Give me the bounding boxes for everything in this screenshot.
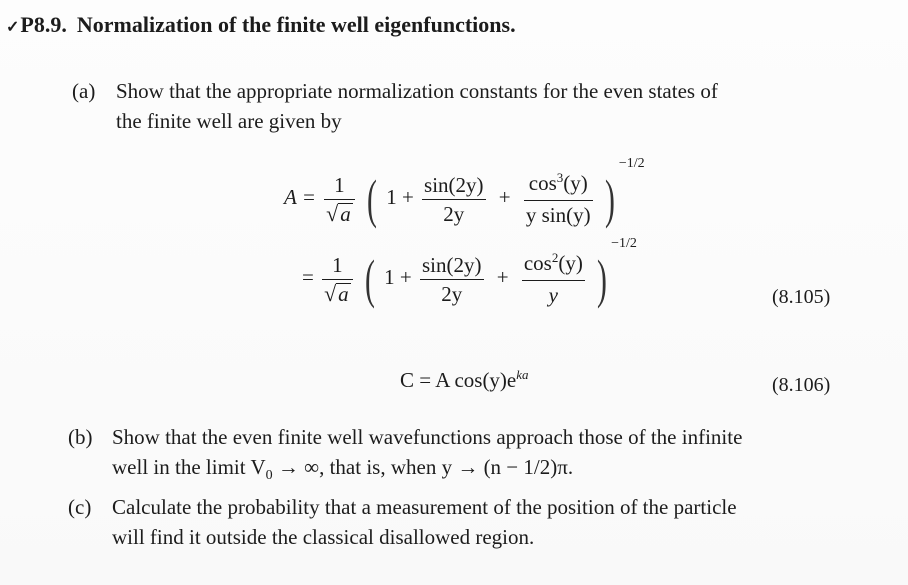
sqrt-symbol <box>324 281 351 307</box>
part-c-line2: will find it outside the classical disallowed region. <box>112 525 535 549</box>
problem-title: Normalization of the finite well eigenfunctions. <box>76 12 516 37</box>
part-b-label: (b) <box>68 425 93 449</box>
problem-heading <box>6 12 516 38</box>
eq1-f3-cos: cos <box>528 171 557 195</box>
eq3-exponent: ka <box>516 367 529 382</box>
part-c <box>68 492 737 552</box>
equation-number-8-106: (8.106) <box>772 374 831 396</box>
left-paren-icon: ( <box>366 169 377 229</box>
eq2-outer-exponent: −1/2 <box>611 236 637 251</box>
part-b-line2-start: well in the limit V <box>112 455 266 479</box>
eq1-f3-exp: 3 <box>556 170 564 185</box>
eq1-lhs: A = <box>284 184 316 209</box>
equation-c-definition <box>400 368 529 393</box>
part-b-line2 <box>68 452 742 491</box>
left-paren-icon: ( <box>364 249 375 309</box>
equation-a-second-line <box>302 236 637 309</box>
eq1-fraction-3 <box>524 170 593 228</box>
part-c-line1: Calculate the probability that a measurement of the position of the particle <box>112 495 737 519</box>
radical-icon: √ <box>326 200 339 226</box>
eq2-f1-denominator <box>322 280 353 307</box>
eq1-fraction-1 <box>324 172 355 227</box>
part-a-line1: Show that the appropriate normalization constants for the even states of <box>116 79 718 103</box>
eq1-f2-denominator: 2y <box>443 201 465 226</box>
eq1-f2-numerator: sin(2y) <box>422 172 486 200</box>
eq2-radicand: a <box>338 281 349 306</box>
eq1-radicand: a <box>340 201 351 226</box>
eq2-fraction-2 <box>420 252 484 307</box>
part-c-label: (c) <box>68 495 92 519</box>
radical-icon: √ <box>324 280 337 306</box>
eq2-f3-cos: cos <box>523 251 552 275</box>
eq1-f3-numerator <box>524 170 593 201</box>
eq2-fraction-3 <box>522 250 585 308</box>
part-b-subscript: 0 <box>265 468 273 484</box>
eq2-f3-denominator: y <box>548 283 558 307</box>
equation-number-8-105: (8.105) <box>772 286 831 308</box>
part-a-label: (a) <box>72 79 96 103</box>
eq2-f3-numerator <box>522 250 585 281</box>
right-paren-icon: ) <box>597 249 608 309</box>
eq2-lhs: = <box>302 264 314 289</box>
eq2-fraction-1 <box>322 252 353 307</box>
eq1-f3-arg: (y) <box>563 171 588 195</box>
sqrt-symbol <box>326 201 353 227</box>
part-b <box>68 422 742 491</box>
eq2-plus: + <box>496 264 509 289</box>
part-a-line2: the finite well are given by <box>116 109 342 133</box>
eq1-fraction-2 <box>422 172 486 227</box>
eq1-f3-denominator: y sin(y) <box>525 203 591 227</box>
eq3-text: C = A cos(y)e <box>400 368 517 392</box>
eq1-f1-numerator: 1 <box>324 172 355 200</box>
eq1-plus: + <box>498 184 511 209</box>
right-paren-icon: ) <box>604 169 615 229</box>
eq2-f1-numerator: 1 <box>322 252 353 280</box>
eq2-f2-denominator: 2y <box>441 281 463 306</box>
part-a <box>72 76 718 136</box>
check-mark-icon: ✓ <box>6 19 20 36</box>
eq2-f3-arg: (y) <box>558 251 583 275</box>
eq1-outer-exponent: −1/2 <box>618 156 645 171</box>
part-b-line1: Show that the even finite well wavefunctions approach those of the infinite <box>112 425 743 449</box>
eq1-one-plus: 1 + <box>386 184 414 209</box>
eq2-f3-exp: 2 <box>551 250 559 265</box>
eq2-f2-numerator: sin(2y) <box>420 252 484 280</box>
problem-number: P8.9. <box>20 12 67 37</box>
equation-a-first-line <box>284 156 645 229</box>
eq1-f1-denominator <box>324 200 355 227</box>
part-b-line2-end: → ∞, that is, when y → (n − 1/2)π. <box>272 455 574 479</box>
eq2-one-plus: 1 + <box>384 264 412 289</box>
